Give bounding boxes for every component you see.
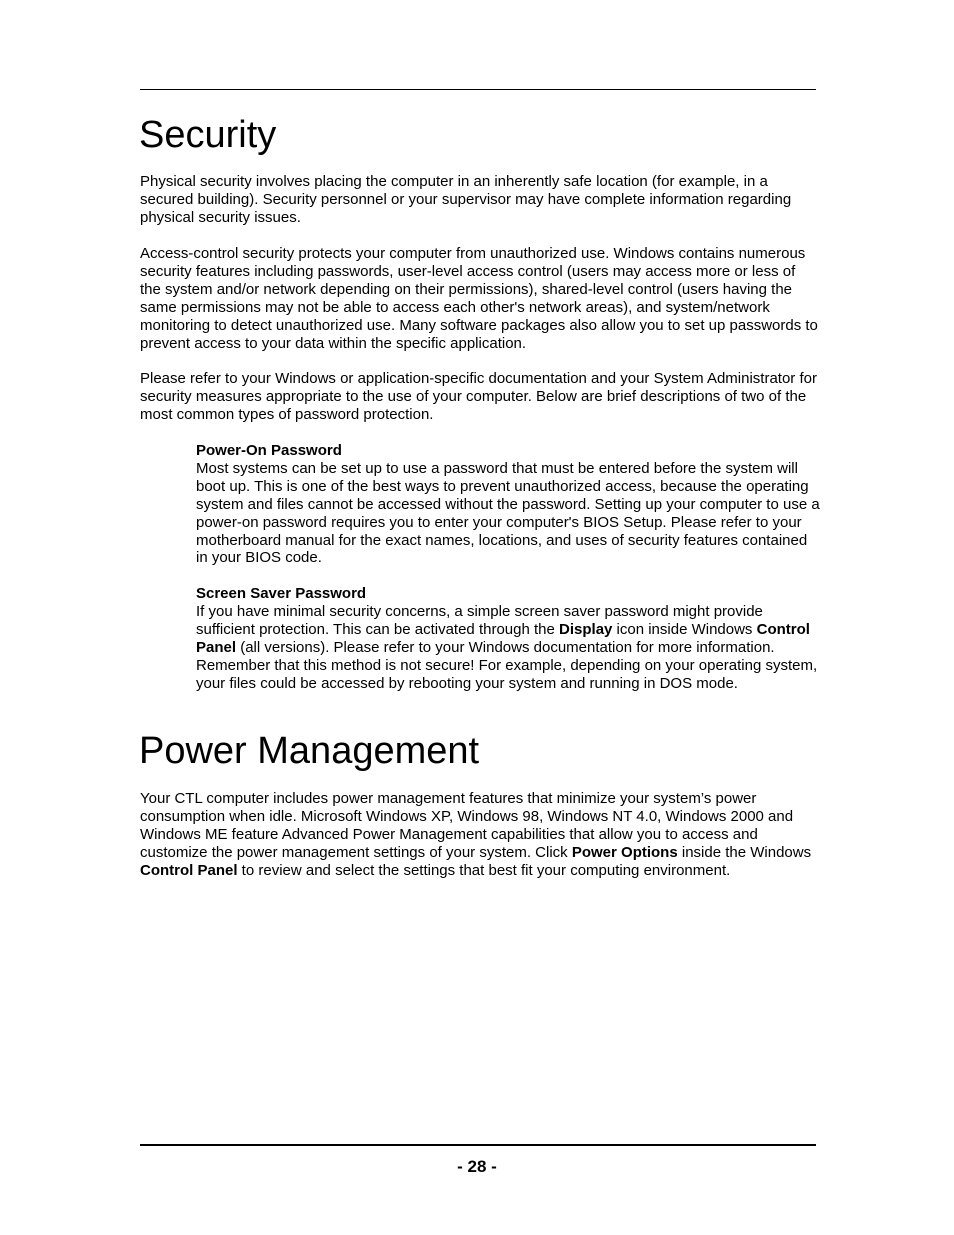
screen-saver-password-section — [196, 585, 820, 692]
power-options-bold-term: Power Options — [571, 843, 678, 861]
screen-saver-body-text: icon inside Windows — [612, 620, 757, 638]
power-management-body-text: to review and select the settings that best fit your computing environment. — [237, 861, 731, 879]
security-paragraph-refer: Please refer to your Windows or application-specific documentation and your System Administrator for security measures appropriate to the use of your computer. Below are brief descriptions of two of the most common types of password protection. — [140, 370, 817, 423]
power-management-heading: Power Management — [139, 730, 480, 772]
power-on-password-section — [196, 442, 820, 567]
display-bold-term: Display — [559, 620, 613, 638]
control-panel-bold-term: Control Panel — [140, 861, 238, 879]
power-management-body-text: inside the Windows — [677, 843, 812, 861]
header-rule — [140, 89, 816, 90]
security-paragraph-access-control: Access-control security protects your computer from unauthorized use. Windows contains numerous security features including passwords, user-level access control (users may access more or less of the system and/or network depending on their permissions), shared-level control (users having the same permissions may not be able to access each other's network areas), and system/network monitoring to detect unauthorized use. Many software packages also allow you to set up passwords to prevent access to your data within the specific application. — [140, 245, 818, 352]
screen-saver-password-title: Screen Saver Password — [196, 585, 367, 602]
screen-saver-body-text: (all versions). Please refer to your Windows documentation for more information. Remember that this method is not secure! For example, depending on your operating system, your files could be accessed by rebooting your system and running in DOS mode. — [196, 638, 818, 692]
power-on-password-title: Power-On Password — [196, 442, 342, 459]
power-management-body-text: Your CTL computer includes power management features that minimize your system’s power consumption when idle. Microsoft Windows XP, Windows 98, Windows NT 4.0, Windows 2000 and Windows ME feature Advanced Power Management capabilities that allow you to access and customize the power management settings of your system. Click — [140, 790, 794, 861]
control-panel-bold-term: Control Panel — [196, 620, 810, 656]
power-management-paragraph — [140, 790, 820, 880]
footer-rule — [140, 1144, 816, 1146]
power-on-password-body: Most systems can be set up to use a password that must be entered before the system will boot up. This is one of the best ways to prevent unauthorized access, because the operating system and files cannot be accessed without the password. Setting up your computer to use a power-on password requires you to enter your computer's BIOS Setup. Please refer to your motherboard manual for the exact names, locations, and uses of security features contained in your BIOS code. — [196, 459, 820, 567]
security-heading: Security — [139, 114, 277, 156]
security-paragraph-physical: Physical security involves placing the computer in an inherently safe location (for example, in a secured building). Security personnel or your supervisor may have complete information regarding physical security issues. — [140, 173, 792, 226]
page-number: - 28 - — [457, 1157, 497, 1176]
screen-saver-body-text: If you have minimal security concerns, a simple screen saver password might provide sufficient protection. This can be activated through the — [196, 602, 763, 638]
